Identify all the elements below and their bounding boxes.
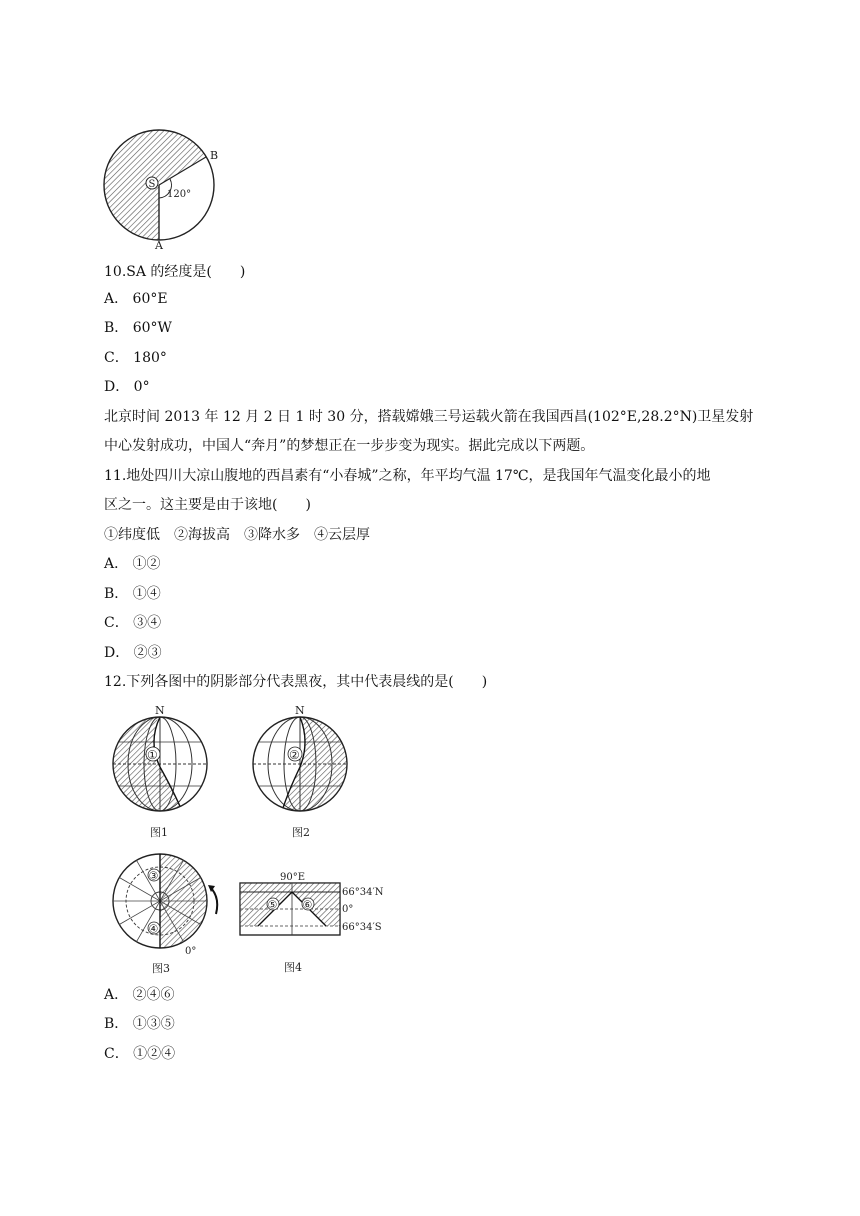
- fig2-caption: 图2: [292, 826, 310, 839]
- fig1-north: N: [155, 704, 165, 717]
- fig2-north: N: [295, 704, 305, 717]
- figure-2: [248, 702, 358, 842]
- fig1-mark: ①: [147, 748, 158, 762]
- fig4-caption: 图4: [284, 961, 302, 974]
- q11-stem-line-2: 区之一。这主要是由于该地( ): [104, 497, 311, 513]
- q10-option-b: B． 60°W: [104, 320, 172, 336]
- fig1-caption: 图1: [150, 826, 168, 839]
- fig3-zero: 0°: [185, 946, 197, 957]
- q12-option-c: C． ①②④: [104, 1046, 176, 1062]
- angle-label: 120°: [167, 189, 192, 200]
- q11-stem-line-1: 11.地处四川大凉山腹地的西昌素有“小春城”之称，年平均气温 17℃，是我国年气温变化最小的地: [104, 468, 711, 484]
- q10-option-c: C． 180°: [104, 350, 167, 366]
- q10-stem: 10.SA 的经度是( ): [104, 264, 246, 280]
- q11-choices: ①纬度低 ②海拔高 ③降水多 ④云层厚: [104, 527, 370, 543]
- q11-option-c: C． ③④: [104, 615, 162, 631]
- q10-option-d: D． 0°: [104, 379, 150, 395]
- fig4-lat-s: 66°34′S: [342, 922, 382, 933]
- q11-option-b: B． ①④: [104, 586, 161, 602]
- intro-line-2: 中心发射成功，中国人“奔月”的梦想正在一步步变为现实。据此完成以下两题。: [104, 438, 595, 454]
- fig3-mark-top: ③: [148, 869, 159, 883]
- fig3-caption: 图3: [152, 962, 170, 975]
- q11-option-a: A． ①②: [104, 556, 161, 572]
- rotation-arrow-icon: [211, 888, 217, 914]
- fig4-mark-left: ⑤: [267, 898, 278, 912]
- q12-option-b: B． ①③⑤: [104, 1016, 175, 1032]
- figure-1: [108, 702, 218, 842]
- fig4-equator: 0°: [342, 904, 354, 915]
- label-b: B: [210, 149, 219, 162]
- label-s: S: [148, 179, 156, 190]
- fig4-mark-right: ⑥: [302, 898, 313, 912]
- label-a: A: [155, 239, 163, 252]
- q10-option-a: A． 60°E: [104, 291, 168, 307]
- q12-option-a: A． ②④⑥: [104, 987, 175, 1003]
- intro-line-1: 北京时间 2013 年 12 月 2 日 1 时 30 分，搭载嫦娥三号运载火箭在我国西昌(102°E,28.2°N)卫星发射: [104, 409, 754, 425]
- figure-3: [112, 852, 232, 977]
- fig4-top-label: 90°E: [280, 872, 306, 883]
- q10-figure: [104, 128, 224, 250]
- fig4-lat-n: 66°34′N: [342, 887, 384, 898]
- q12-stem: 12.下列各图中的阴影部分代表黑夜，其中代表晨线的是( ): [104, 674, 488, 690]
- figure-4: [238, 868, 398, 978]
- q11-option-d: D． ②③: [104, 645, 162, 661]
- fig2-mark: ②: [289, 748, 300, 762]
- fig3-mark-bottom: ④: [148, 922, 159, 936]
